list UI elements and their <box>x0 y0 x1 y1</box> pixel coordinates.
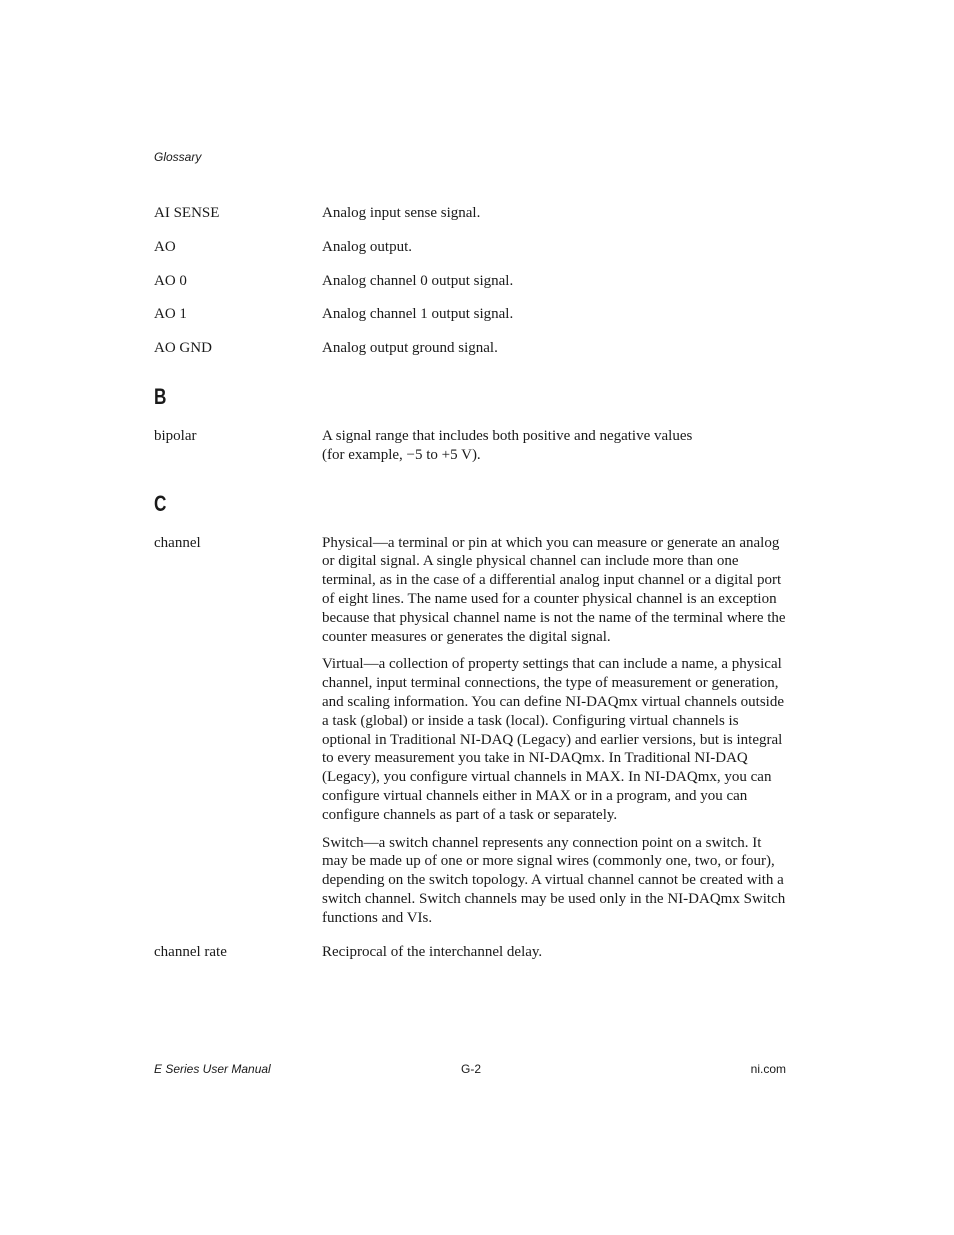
glossary-definitions <box>322 204 786 223</box>
glossary-definitions <box>322 943 786 962</box>
glossary-definition: Analog channel 0 output signal. <box>322 272 514 289</box>
glossary-definitions <box>322 272 786 291</box>
glossary-definitions <box>322 534 786 928</box>
glossary-entry <box>154 238 786 257</box>
glossary-term: AO GND <box>154 340 212 357</box>
glossary-entry <box>154 534 786 928</box>
glossary-term: channel rate <box>154 943 227 960</box>
glossary-term: AI SENSE <box>154 205 220 221</box>
glossary-list <box>154 204 786 976</box>
glossary-entry <box>154 305 786 324</box>
glossary-definition: Reciprocal of the interchannel delay. <box>322 943 543 960</box>
footer-website: ni.com <box>750 1062 786 1076</box>
glossary-definition: Analog output ground signal. <box>322 340 498 357</box>
glossary-entry <box>154 339 786 358</box>
glossary-term: bipolar <box>154 427 197 444</box>
glossary-definition: Physical—a terminal or pin at which you can measure or generate an analog or digital signal. A single physical channel can include more than one terminal, as in the case of a differential analog input channel or a digital port of eight lines. The name used for a counter physical channel is an exception because that physical channel name is not the name of the terminal where the counter measures or generates the digital signal. <box>322 534 786 645</box>
section-letter-heading: C <box>154 490 167 516</box>
glossary-term: AO 0 <box>154 272 187 289</box>
glossary-definitions <box>322 427 786 465</box>
footer-manual-title: E Series User Manual <box>154 1062 271 1076</box>
glossary-term: channel <box>154 534 201 551</box>
glossary-definitions <box>322 339 786 358</box>
glossary-entry <box>154 427 786 465</box>
glossary-entry <box>154 204 786 223</box>
footer-page-number: G-2 <box>461 1062 482 1076</box>
glossary-term: AO <box>154 238 176 255</box>
glossary-definition: Switch—a switch channel represents any connection point on a switch. It may be made up of one or more signal wires (commonly one, two, or four), depending on the switch topology. A virtual channel cannot be created with a switch channel. Switch channels may be used only in the NI-DAQmx Switch functions and VIs. <box>322 834 786 926</box>
glossary-definition: A signal range that includes both positive and negative values (for example, −5 to +5 V). <box>322 427 693 463</box>
glossary-definition: Analog channel 1 output signal. <box>322 306 514 323</box>
section-letter-heading: B <box>154 383 167 409</box>
glossary-term: AO 1 <box>154 306 187 323</box>
glossary-definition: Analog output. <box>322 238 412 255</box>
glossary-definition: Virtual—a collection of property settings that can include a name, a physical channel, input terminal connections, the type of measurement or generation, and scaling information. You can define NI-DAQmx virtual channels outside a task (global) or inside a task (local). Configuring virtual channels is optional in Traditional NI-DAQ (Legacy) and earlier versions, but is integral to every measurement you take in NI-DAQmx. In Traditional NI-DAQ (Legacy), you configure virtual channels in MAX. In NI-DAQmx, you can configure virtual channels either in MAX or in a program, and you can configure channels as part of a task or separately. <box>322 656 784 823</box>
glossary-entry <box>154 272 786 291</box>
glossary-definitions <box>322 238 786 257</box>
glossary-definition: Analog input sense signal. <box>322 205 481 221</box>
glossary-definitions <box>322 305 786 324</box>
glossary-entry <box>154 943 786 962</box>
running-header: Glossary <box>154 150 202 164</box>
